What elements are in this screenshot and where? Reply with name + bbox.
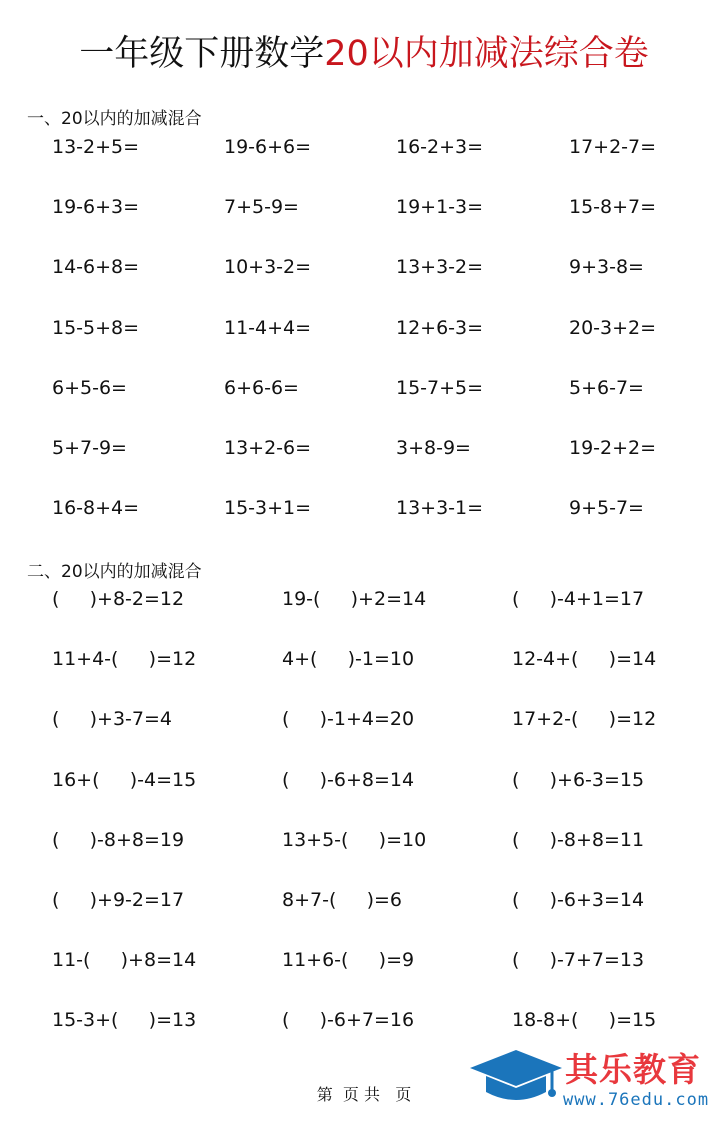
exercise-item: 19+1-3= <box>396 196 484 219</box>
exercise-item: 16-8+4= <box>52 497 140 520</box>
exercise-item: 13+2-6= <box>224 437 312 459</box>
exercise-row <box>0 764 728 796</box>
graduation-cap-icon <box>468 1046 564 1112</box>
exercise-item: ( )-6+8=14 <box>282 768 415 791</box>
exercise-item: ( )-1+4=20 <box>282 708 415 731</box>
exercise-item: ( )-8+8=11 <box>512 828 645 851</box>
exercise-item: 11+4-( )=12 <box>52 648 197 671</box>
exercise-row <box>0 492 728 524</box>
exercise-item: 16+( )-4=15 <box>52 768 197 791</box>
exercise-item: 11+6-( )=9 <box>282 949 415 972</box>
exercise-item: 17+2-( )=12 <box>512 708 657 731</box>
exercise-row <box>0 131 728 163</box>
brand-logo <box>468 1046 724 1112</box>
exercise-item: 4+( )-1=10 <box>282 648 415 671</box>
exercise-row <box>0 944 728 976</box>
exercise-item: 19-2+2= <box>569 437 657 459</box>
exercise-row <box>0 884 728 916</box>
exercise-item: 20-3+2= <box>569 316 657 339</box>
exercise-item: ( )-6+3=14 <box>512 889 645 911</box>
title-highlight: 20以内加减法综合卷 <box>324 34 649 74</box>
exercise-item: 17+2-7= <box>569 136 657 158</box>
exercise-item: 19-6+3= <box>52 196 140 219</box>
exercise-item: 7+5-9= <box>224 196 299 219</box>
exercise-row <box>0 824 728 856</box>
exercise-item: 14-6+8= <box>52 256 140 279</box>
exercise-row <box>0 372 728 404</box>
exercise-item: 5+7-9= <box>52 437 127 459</box>
exercise-item: ( )-7+7=13 <box>512 949 645 972</box>
exercise-item: 13-2+5= <box>52 136 140 158</box>
section1-heading: 一、20以内的加减混合 <box>27 109 202 129</box>
exercise-row <box>0 703 728 735</box>
exercise-item: 18-8+( )=15 <box>512 1009 657 1032</box>
exercise-item: 10+3-2= <box>224 256 312 279</box>
exercise-item: 9+5-7= <box>569 497 644 520</box>
exercise-item: ( )+9-2=17 <box>52 889 185 911</box>
exercise-item: ( )-4+1=17 <box>512 588 645 610</box>
exercise-item: ( )+8-2=12 <box>52 588 185 610</box>
exercise-row <box>0 432 728 464</box>
exercise-item: ( )+6-3=15 <box>512 768 645 791</box>
exercise-item: 15-3+( )=13 <box>52 1009 197 1032</box>
exercise-item: 13+3-1= <box>396 497 484 520</box>
exercise-item: 16-2+3= <box>396 136 484 158</box>
exercise-item: 12+6-3= <box>396 316 484 339</box>
exercise-row <box>0 312 728 344</box>
page-footer: 第 页 共 页 <box>316 1085 412 1104</box>
exercise-item: 11-4+4= <box>224 316 312 339</box>
exercise-item: 6+5-6= <box>52 376 127 399</box>
exercise-row <box>0 191 728 223</box>
exercise-item: 12-4+( )=14 <box>512 648 657 671</box>
exercise-item: 13+5-( )=10 <box>282 828 427 851</box>
exercise-item: 6+6-6= <box>224 376 299 399</box>
page-title <box>0 30 728 78</box>
exercise-row <box>0 583 728 615</box>
exercise-item: 19-( )+2=14 <box>282 588 427 610</box>
exercise-item: 15-5+8= <box>52 316 140 339</box>
exercise-item: 11-( )+8=14 <box>52 949 197 972</box>
exercise-item: 8+7-( )=6 <box>282 889 402 911</box>
exercise-item: 13+3-2= <box>396 256 484 279</box>
exercise-item: 15-8+7= <box>569 196 657 219</box>
exercise-item: 15-3+1= <box>224 497 312 520</box>
exercise-row <box>0 643 728 675</box>
exercise-item: ( )-8+8=19 <box>52 828 185 851</box>
exercise-item: 19-6+6= <box>224 136 312 158</box>
section2-heading: 二、20以内的加减混合 <box>27 562 202 582</box>
brand-name: 其乐教育 <box>565 1050 701 1089</box>
exercise-item: 9+3-8= <box>569 256 644 279</box>
exercise-item: 15-7+5= <box>396 376 484 399</box>
brand-url: www.76edu.com <box>563 1090 710 1110</box>
exercise-item: 3+8-9= <box>396 437 471 459</box>
exercise-row <box>0 251 728 283</box>
exercise-row <box>0 1004 728 1036</box>
exercise-item: ( )-6+7=16 <box>282 1009 415 1032</box>
title-main: 一年级下册数学 <box>79 34 325 74</box>
exercise-item: ( )+3-7=4 <box>52 708 172 731</box>
exercise-item: 5+6-7= <box>569 376 644 399</box>
